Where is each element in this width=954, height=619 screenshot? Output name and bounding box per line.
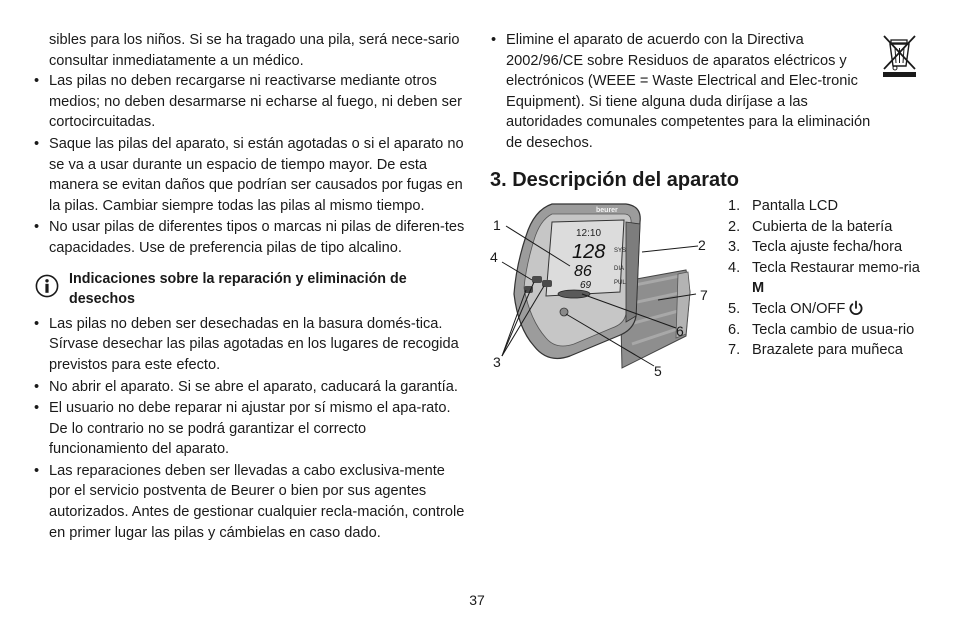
- callout-3: 3: [493, 354, 501, 370]
- list-item: [728, 258, 928, 299]
- list-item: • Elimine el aparato de acuerdo con la Directiva 2002/96/CE sobre Residuos de aparatos eléctricos y electrónicos (WEEE = Waste Electrical and Elec-tronic Equipment). Si tiene alguna duda diríjase a las autoridades comunales competentes para la eliminación de desechos.: [490, 30, 922, 154]
- list-item: • No usar pilas de diferentes tipos o marcas ni pilas de diferen-tes capacidades. Use de preferencia pilas de tipo alcalino.: [33, 217, 465, 258]
- list-item: • Las reparaciones deben ser llevadas a cabo exclusiva-mente por el servicio postventa de Beurer o bien por sus agentes autorizados. Antes de gestionar cualquier recla-mación, controle en primer lugar las pilas y cámbielas en caso dado.: [33, 461, 465, 543]
- item-number: 3.: [728, 239, 741, 256]
- list-item: • Las pilas no deben recargarse ni reactivarse mediante otros medios; no deben desarmarse ni echarse al fuego, ni deben ser cortocircuitadas.: [33, 71, 465, 133]
- item-number: 7.: [728, 342, 741, 359]
- list-item: [728, 340, 928, 361]
- item-number: 4.: [728, 259, 741, 276]
- parts-list: [728, 196, 928, 361]
- repair-note: [33, 269, 465, 310]
- crossed-bin-icon: [881, 34, 919, 78]
- device-diagram: [490, 196, 726, 386]
- lcd-pul-value: 69: [580, 280, 592, 291]
- item-number: 5.: [728, 300, 741, 317]
- callout-5: 5: [654, 363, 662, 379]
- item-number: 1.: [728, 198, 741, 214]
- lcd-time: 12:10: [576, 228, 602, 239]
- lcd-sys-value: 128: [572, 241, 606, 263]
- start-button: [558, 290, 590, 298]
- item-label: Brazalete para muñeca: [752, 342, 903, 359]
- list-item: • No abrir el aparato. Si se abre el aparato, caducará la garantía.: [33, 377, 465, 398]
- section-title: 3. Descripción del aparato: [490, 168, 739, 191]
- intro-paragraph: sibles para los niños. Si se ha tragado una pila, será nece-sario consultar inmediatamente a un médico.: [49, 32, 460, 69]
- item-label: Tecla ajuste fecha/hora: [752, 239, 903, 256]
- memory-key-symbol: M: [752, 280, 765, 297]
- item-label: Tecla ON/OFF: [752, 300, 846, 317]
- device-brand: beurer: [596, 207, 618, 214]
- list-item: • Saque las pilas del aparato, si están agotadas o si el aparato no se va a usar durante un espacio de tiempo mayor. De esta manera se evitan daños que podrían ser causados por fugas en la pilas. Cambiar siempre todas las pilas al mismo tiempo.: [33, 134, 465, 216]
- list-item: [728, 217, 928, 238]
- left-column: [33, 30, 465, 544]
- item-label: Pantalla LCD: [752, 198, 838, 214]
- list-item: • El usuario no debe reparar ni ajustar por sí mismo el apa-rato. De lo contrario no se podrá garantizar el correcto funcionamiento del aparato.: [33, 398, 465, 460]
- lcd-dia-label: DIA: [614, 266, 625, 272]
- lcd-pul-label: PUL: [614, 280, 626, 286]
- disposal-bullet-list: [490, 30, 922, 154]
- power-icon: [848, 300, 864, 316]
- list-item: [728, 237, 928, 258]
- callout-7: 7: [700, 287, 708, 303]
- list-item: [728, 196, 928, 217]
- note-heading: Indicaciones sobre la reparación y eliminación de desechos: [69, 270, 407, 308]
- page-number: 37: [469, 592, 485, 608]
- callout-4: 4: [490, 249, 498, 265]
- item-number: 2.: [728, 218, 741, 235]
- lcd-sys-label: SYS: [614, 248, 627, 254]
- list-item: • Las pilas no deben ser desechadas en la basura domés-tica. Sírvase desechar las pilas agotadas en los lugares de recogida previstos para este efecto.: [33, 314, 465, 376]
- repair-bullet-list: [33, 314, 465, 544]
- callout-6: 6: [676, 323, 684, 339]
- item-label: Tecla Restaurar memo-ria: [752, 259, 920, 276]
- list-item: [728, 299, 928, 320]
- callout-2: 2: [698, 237, 706, 253]
- list-item: [728, 320, 928, 341]
- lcd-dia-value: 86: [574, 263, 592, 280]
- item-number: 6.: [728, 321, 741, 338]
- right-column: [490, 30, 922, 193]
- info-icon: [35, 274, 59, 298]
- battery-bullet-list: [33, 71, 465, 258]
- item-label: Tecla cambio de usua-rio: [752, 321, 915, 338]
- callout-1: 1: [493, 217, 501, 233]
- item-label: Cubierta de la batería: [752, 218, 893, 235]
